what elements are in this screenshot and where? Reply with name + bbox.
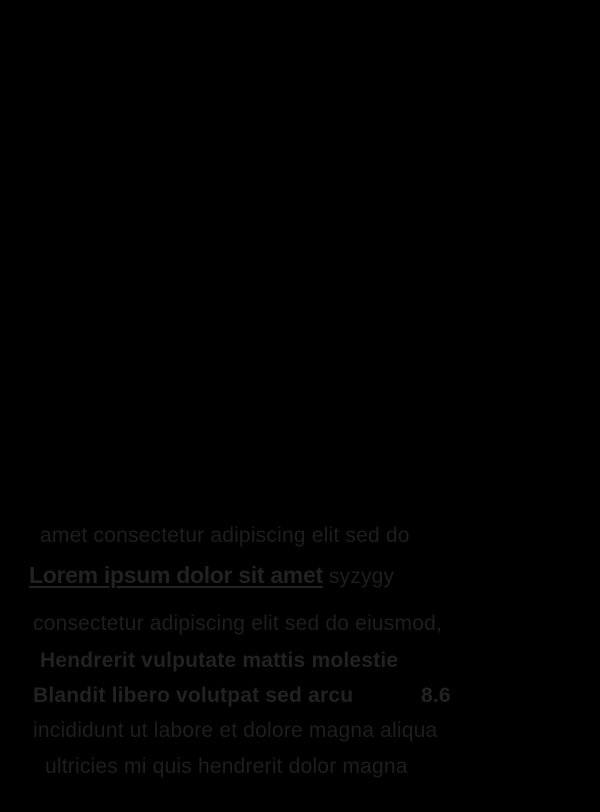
text-line-3: consectetur adipiscing elit sed do eiusmod, xyxy=(33,612,442,635)
text-line-6: incididunt ut labore et dolore magna aliqua xyxy=(33,719,438,742)
text-line-5 xyxy=(33,684,451,708)
text-line-7: ultricies mi quis hendrerit dolor magna xyxy=(45,755,408,778)
text-line-2 xyxy=(29,562,394,589)
text-line-2-tail: syzygy xyxy=(322,565,395,588)
reference-token: 8.6 xyxy=(421,684,451,707)
text-line-5-main: Blandit libero volutpat sed arcu xyxy=(33,684,354,707)
text-line-1: amet consectetur adipiscing elit sed do xyxy=(40,524,410,547)
underlined-heading-link[interactable]: Lorem ipsum dolor sit amet xyxy=(29,562,323,588)
text-line-4: Hendrerit vulputate mattis molestie xyxy=(40,649,399,672)
